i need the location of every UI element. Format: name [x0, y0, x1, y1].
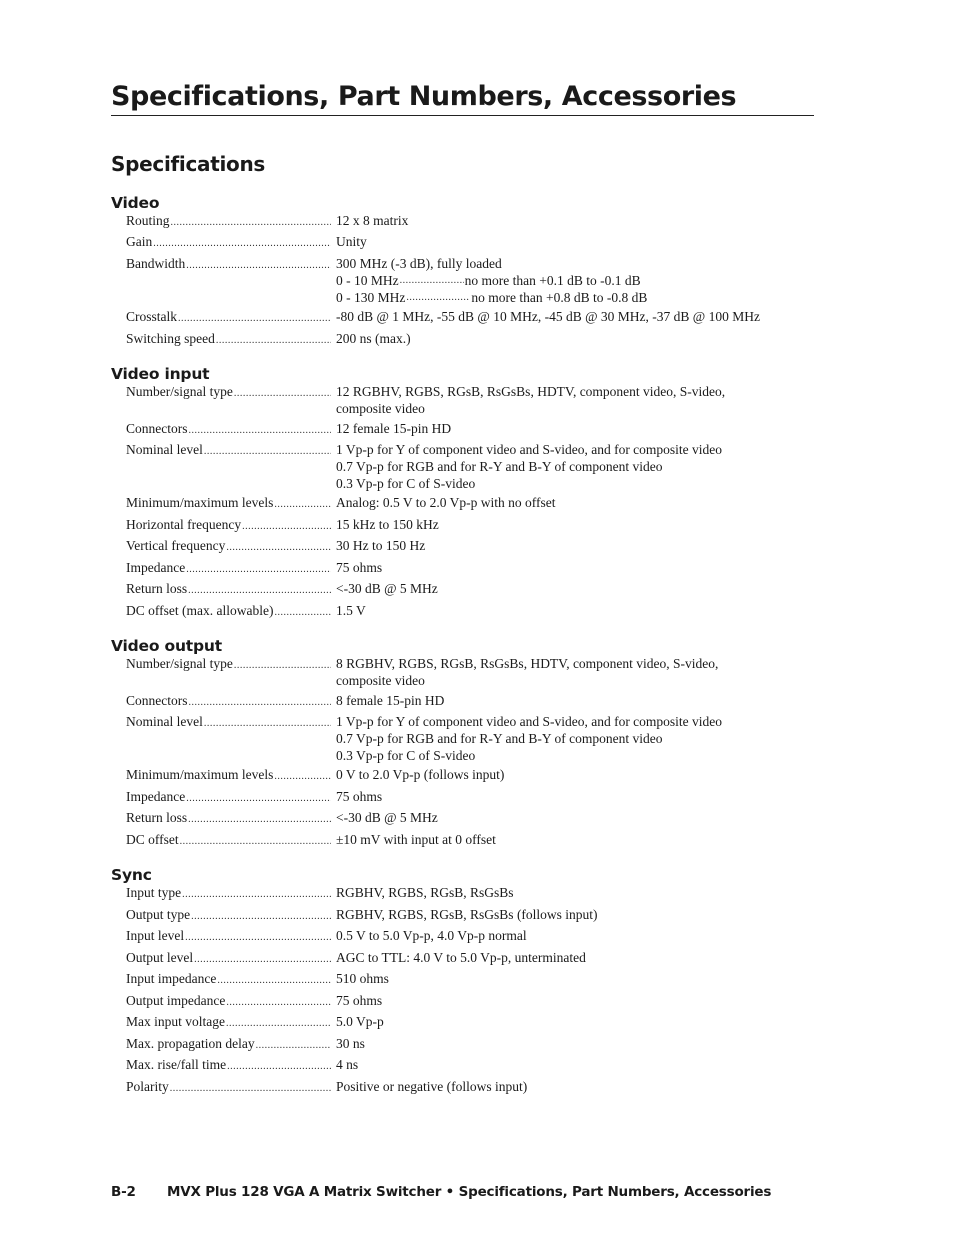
- spec-value-line: 1.5 V: [336, 602, 366, 618]
- spec-value-line: 0 V to 2.0 Vp-p (follows input): [336, 767, 505, 783]
- spec-row: [126, 928, 811, 947]
- dot-leader: [406, 290, 470, 307]
- spec-label-text: Impedance: [126, 559, 186, 575]
- spec-value: [331, 950, 811, 969]
- spec-value: [331, 331, 811, 350]
- spec-value-line: 0.3 Vp-p for C of S-video: [336, 475, 476, 491]
- spec-label: [126, 832, 331, 851]
- spec-group-title: Sync: [111, 866, 152, 885]
- spec-label-text: Input type: [126, 885, 182, 901]
- spec-value-line: Positive or negative (follows input): [336, 1078, 528, 1094]
- spec-label-text: Max input voltage: [126, 1014, 225, 1030]
- spec-value-line: AGC to TTL: 4.0 V to 5.0 Vp-p, unterminated: [336, 949, 586, 965]
- spec-value: [331, 885, 811, 904]
- spec-label: [126, 1036, 331, 1055]
- dot-leader: [217, 973, 331, 990]
- spec-label: [126, 767, 331, 786]
- spec-value-line: 12 female 15-pin HD: [336, 420, 452, 436]
- spec-row: [126, 1036, 811, 1055]
- spec-subline: [336, 290, 811, 307]
- spec-value: [331, 560, 811, 579]
- spec-value-line: 30 Hz to 150 Hz: [336, 538, 426, 554]
- spec-group-title: Video: [111, 194, 160, 212]
- spec-value: [331, 442, 811, 492]
- spec-value: [331, 789, 811, 808]
- dot-leader: [216, 333, 331, 350]
- spec-value: [331, 256, 811, 306]
- spec-row: [126, 256, 811, 306]
- spec-value-line: 8 female 15-pin HD: [336, 692, 445, 708]
- spec-subline-range: 0 - 130 MHz: [336, 289, 406, 305]
- page-footer: [111, 1184, 771, 1200]
- spec-label-text: Gain: [126, 234, 153, 250]
- spec-label: [126, 309, 331, 328]
- spec-label-text: Number/signal type: [126, 384, 233, 400]
- spec-row: [126, 993, 811, 1012]
- spec-label-text: Connectors: [126, 420, 188, 436]
- spec-label-text: Bandwidth: [126, 255, 186, 271]
- spec-subline-range: 0 - 10 MHz: [336, 272, 399, 288]
- spec-value: [331, 603, 811, 622]
- spec-row: [126, 603, 811, 622]
- spec-value: [331, 693, 811, 712]
- dot-leader: [274, 605, 331, 622]
- spec-label: [126, 950, 331, 969]
- spec-label-text: Number/signal type: [126, 656, 233, 672]
- spec-row: [126, 581, 811, 600]
- spec-value-line: 15 kHz to 150 kHz: [336, 516, 439, 532]
- spec-row: [126, 693, 811, 712]
- spec-value-line: composite video: [336, 401, 425, 417]
- spec-value-line: 75 ohms: [336, 559, 383, 575]
- spec-label: [126, 885, 331, 904]
- dot-leader: [194, 952, 331, 969]
- spec-value-line: 12 x 8 matrix: [336, 213, 409, 228]
- spec-value: [331, 993, 811, 1012]
- spec-subline-value: no more than +0.8 dB to -0.8 dB: [471, 289, 648, 305]
- spec-row: [126, 1057, 811, 1076]
- spec-label-text: Switching speed: [126, 330, 215, 346]
- spec-label-text: Input level: [126, 928, 185, 944]
- spec-value: [331, 1079, 811, 1098]
- spec-value: [331, 832, 811, 851]
- spec-label: [126, 693, 331, 712]
- spec-label: [126, 256, 331, 306]
- dot-leader: [234, 386, 331, 403]
- spec-value: [331, 517, 811, 536]
- spec-value: [331, 581, 811, 600]
- spec-value-line: RGBHV, RGBS, RGsB, RsGsBs (follows input): [336, 906, 598, 922]
- spec-label: [126, 421, 331, 440]
- spec-value-line: 200 ns (max.): [336, 330, 411, 346]
- spec-row: [126, 885, 811, 904]
- spec-row: [126, 384, 811, 418]
- spec-label: [126, 993, 331, 1012]
- spec-label-text: Nominal level: [126, 714, 203, 730]
- spec-label: [126, 1014, 331, 1033]
- dot-leader: [204, 444, 331, 461]
- spec-value-line: 30 ns: [336, 1035, 365, 1051]
- spec-row: [126, 1014, 811, 1033]
- spec-group-title: Video input: [111, 365, 210, 384]
- spec-value-line: 0.3 Vp-p for C of S-video: [336, 747, 476, 763]
- spec-row: [126, 789, 811, 808]
- dot-leader: [188, 583, 331, 600]
- spec-label: [126, 714, 331, 764]
- spec-label-text: Output level: [126, 949, 194, 965]
- spec-row: [126, 331, 811, 350]
- footer-text: MVX Plus 128 VGA A Matrix Switcher • Specifications, Part Numbers, Accessories: [167, 1184, 772, 1200]
- dot-leader: [191, 909, 331, 926]
- spec-value: [331, 1014, 811, 1033]
- spec-label-text: Return loss: [126, 810, 188, 826]
- spec-row: [126, 309, 811, 328]
- spec-value-line: 510 ohms: [336, 971, 389, 987]
- spec-row: [126, 234, 811, 253]
- spec-label-text: Max. rise/fall time: [126, 1057, 227, 1073]
- spec-value: [331, 495, 811, 514]
- spec-value-line: 5.0 Vp-p: [336, 1014, 384, 1030]
- spec-label: [126, 331, 331, 350]
- spec-value-line: 12 RGBHV, RGBS, RGsB, RsGsBs, HDTV, component video, S-video,: [336, 384, 726, 400]
- spec-label: [126, 517, 331, 536]
- spec-label: [126, 810, 331, 829]
- spec-value-line: -80 dB @ 1 MHz, -55 dB @ 10 MHz, -45 dB @ 30 MHz, -37 dB @ 100 MHz: [336, 309, 760, 325]
- spec-label-text: Return loss: [126, 581, 188, 597]
- dot-leader: [226, 995, 331, 1012]
- spec-label-text: DC offset (max. allowable): [126, 602, 274, 618]
- spec-row: [126, 714, 811, 764]
- dot-leader: [185, 930, 331, 947]
- spec-label-text: Connectors: [126, 692, 188, 708]
- spec-label-text: Vertical frequency: [126, 538, 226, 554]
- spec-row: [126, 907, 811, 926]
- spec-label-text: Routing: [126, 213, 170, 228]
- spec-label-text: Crosstalk: [126, 309, 178, 325]
- dot-leader: [227, 1059, 331, 1076]
- dot-leader: [178, 311, 331, 328]
- spec-label-text: Minimum/maximum levels: [126, 767, 274, 783]
- spec-value-line: 4 ns: [336, 1057, 359, 1073]
- spec-label: [126, 907, 331, 926]
- spec-value-line: Unity: [336, 234, 367, 250]
- dot-leader: [189, 695, 332, 712]
- spec-label: [126, 442, 331, 492]
- spec-label: [126, 603, 331, 622]
- spec-value: [331, 309, 811, 328]
- dot-leader: [189, 423, 332, 440]
- spec-label: [126, 384, 331, 418]
- spec-label: [126, 560, 331, 579]
- dot-leader: [204, 716, 331, 733]
- dot-leader: [188, 812, 331, 829]
- dot-leader: [274, 769, 331, 786]
- spec-value-line: ±10 mV with input at 0 offset: [336, 831, 496, 847]
- spec-value: [331, 421, 811, 440]
- spec-label: [126, 928, 331, 947]
- section-title: Specifications: [111, 152, 266, 176]
- specifications-list: [111, 193, 811, 1113]
- spec-value-line: 75 ohms: [336, 788, 383, 804]
- page-number: B-2: [111, 1184, 136, 1200]
- spec-group: [111, 636, 811, 850]
- spec-subline-value: no more than +0.1 dB to -0.1 dB: [464, 272, 641, 288]
- dot-leader: [400, 273, 464, 290]
- spec-value-line: 300 MHz (-3 dB), fully loaded: [336, 255, 502, 271]
- spec-row: [126, 1079, 811, 1098]
- spec-label-text: Nominal level: [126, 442, 203, 458]
- dot-leader: [171, 215, 331, 232]
- spec-value: [331, 384, 811, 418]
- chapter-title: Specifications, Part Numbers, Accessories: [111, 80, 814, 116]
- spec-label: [126, 971, 331, 990]
- dot-leader: [153, 236, 331, 253]
- spec-label-text: Output impedance: [126, 992, 226, 1008]
- spec-value: [331, 538, 811, 557]
- dot-leader: [182, 887, 331, 904]
- spec-value-line: 0.7 Vp-p for RGB and for R-Y and B-Y of component video: [336, 458, 663, 474]
- spec-row: [126, 971, 811, 990]
- spec-label: [126, 213, 331, 232]
- spec-value: [331, 767, 811, 786]
- spec-value-line: RGBHV, RGBS, RGsB, RsGsBs: [336, 885, 514, 901]
- spec-label: [126, 538, 331, 557]
- spec-row: [126, 538, 811, 557]
- spec-value-line: Analog: 0.5 V to 2.0 Vp-p with no offset: [336, 495, 556, 511]
- spec-label-text: Horizontal frequency: [126, 516, 242, 532]
- spec-value-line: 75 ohms: [336, 992, 383, 1008]
- spec-row: [126, 213, 811, 232]
- spec-value-line: <-30 dB @ 5 MHz: [336, 810, 438, 826]
- spec-value-line: 0.5 V to 5.0 Vp-p, 4.0 Vp-p normal: [336, 928, 527, 944]
- spec-subline: [336, 273, 811, 290]
- spec-value-line: composite video: [336, 673, 425, 689]
- spec-label: [126, 1057, 331, 1076]
- spec-value: [331, 213, 811, 232]
- spec-value: [331, 810, 811, 829]
- spec-value: [331, 971, 811, 990]
- spec-value-line: 1 Vp-p for Y of component video and S-video, and for composite video: [336, 442, 723, 458]
- spec-label-text: Input impedance: [126, 971, 217, 987]
- spec-value-line: 8 RGBHV, RGBS, RGsB, RsGsBs, HDTV, component video, S-video,: [336, 656, 719, 672]
- spec-label-text: DC offset: [126, 831, 179, 847]
- spec-row: [126, 832, 811, 851]
- spec-row: [126, 517, 811, 536]
- spec-label: [126, 656, 331, 690]
- spec-label-text: Impedance: [126, 788, 186, 804]
- spec-label: [126, 581, 331, 600]
- spec-value: [331, 1036, 811, 1055]
- spec-row: [126, 656, 811, 690]
- spec-row: [126, 767, 811, 786]
- spec-value-line: 0.7 Vp-p for RGB and for R-Y and B-Y of component video: [336, 730, 663, 746]
- dot-leader: [226, 540, 331, 557]
- spec-label: [126, 1079, 331, 1098]
- spec-value-line: <-30 dB @ 5 MHz: [336, 581, 438, 597]
- dot-leader: [186, 258, 331, 275]
- spec-row: [126, 950, 811, 969]
- spec-value: [331, 656, 811, 690]
- spec-label-text: Polarity: [126, 1078, 169, 1094]
- spec-label: [126, 234, 331, 253]
- spec-group-title: Video output: [111, 637, 222, 656]
- spec-value: [331, 714, 811, 764]
- spec-label: [126, 789, 331, 808]
- spec-value-line: 1 Vp-p for Y of component video and S-video, and for composite video: [336, 714, 723, 730]
- dot-leader: [186, 562, 331, 579]
- spec-label-text: Max. propagation delay: [126, 1035, 255, 1051]
- spec-group: [111, 364, 811, 621]
- dot-leader: [242, 519, 331, 536]
- spec-row: [126, 810, 811, 829]
- spec-label-text: Minimum/maximum levels: [126, 495, 274, 511]
- spec-label-text: Output type: [126, 906, 191, 922]
- spec-group: [111, 865, 811, 1097]
- spec-value: [331, 1057, 811, 1076]
- dot-leader: [234, 658, 331, 675]
- dot-leader: [186, 791, 331, 808]
- spec-group: [111, 193, 811, 349]
- dot-leader: [180, 834, 331, 851]
- dot-leader: [170, 1081, 331, 1098]
- dot-leader: [226, 1016, 331, 1033]
- dot-leader: [256, 1038, 331, 1055]
- spec-value: [331, 907, 811, 926]
- spec-label: [126, 495, 331, 514]
- spec-row: [126, 560, 811, 579]
- spec-row: [126, 421, 811, 440]
- spec-value: [331, 234, 811, 253]
- spec-value: [331, 928, 811, 947]
- spec-row: [126, 442, 811, 492]
- spec-row: [126, 495, 811, 514]
- dot-leader: [274, 497, 331, 514]
